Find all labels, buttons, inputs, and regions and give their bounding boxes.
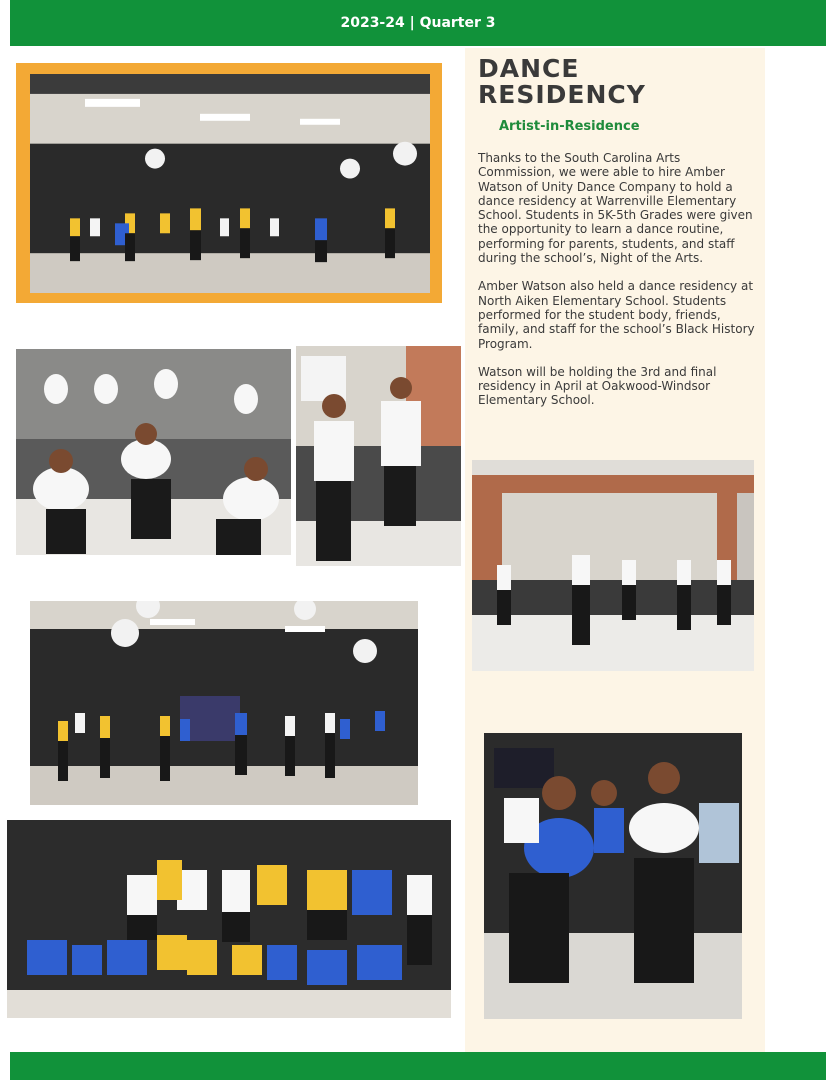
title-line-2: RESIDENCY — [478, 80, 646, 109]
photo-students-posing — [296, 346, 461, 566]
photo-students-dancing-left — [16, 349, 291, 555]
article-body — [478, 151, 758, 422]
photo-group — [7, 820, 451, 1018]
header-label: 2023-24 | Quarter 3 — [340, 15, 496, 31]
header-bar — [10, 0, 826, 46]
photo-stage-performance — [30, 74, 430, 293]
article-subtitle: Artist-in-Residence — [499, 119, 640, 134]
article-paragraph-1: Thanks to the South Carolina Arts Commission, we were able to hire Amber Watson of Unity Dance Company to hold a dance residency at Warrenville Elementary School. Students in 5K-5th Grades were given the opportunity to learn a dance routine, performing for parents, students, and staff during the school’s, Night of the Arts. — [478, 151, 753, 266]
photo-auditorium-performance — [472, 460, 754, 671]
footer-bar — [10, 1052, 826, 1080]
photo-gym-performance — [30, 601, 418, 805]
article-paragraph-3: Watson will be holding the 3rd and final residency in April at Oakwood-Windsor Elementary School. — [478, 364, 717, 408]
photo-frame — [16, 63, 442, 303]
article-title — [478, 56, 758, 108]
title-line-1: DANCE — [478, 54, 580, 83]
article-paragraph-2: Amber Watson also held a dance residency at North Aiken Elementary School. Students performed for the student body, friends, family, and staff for the school’s Black History Program. — [478, 279, 755, 351]
photo-students-closeup — [484, 733, 742, 1019]
